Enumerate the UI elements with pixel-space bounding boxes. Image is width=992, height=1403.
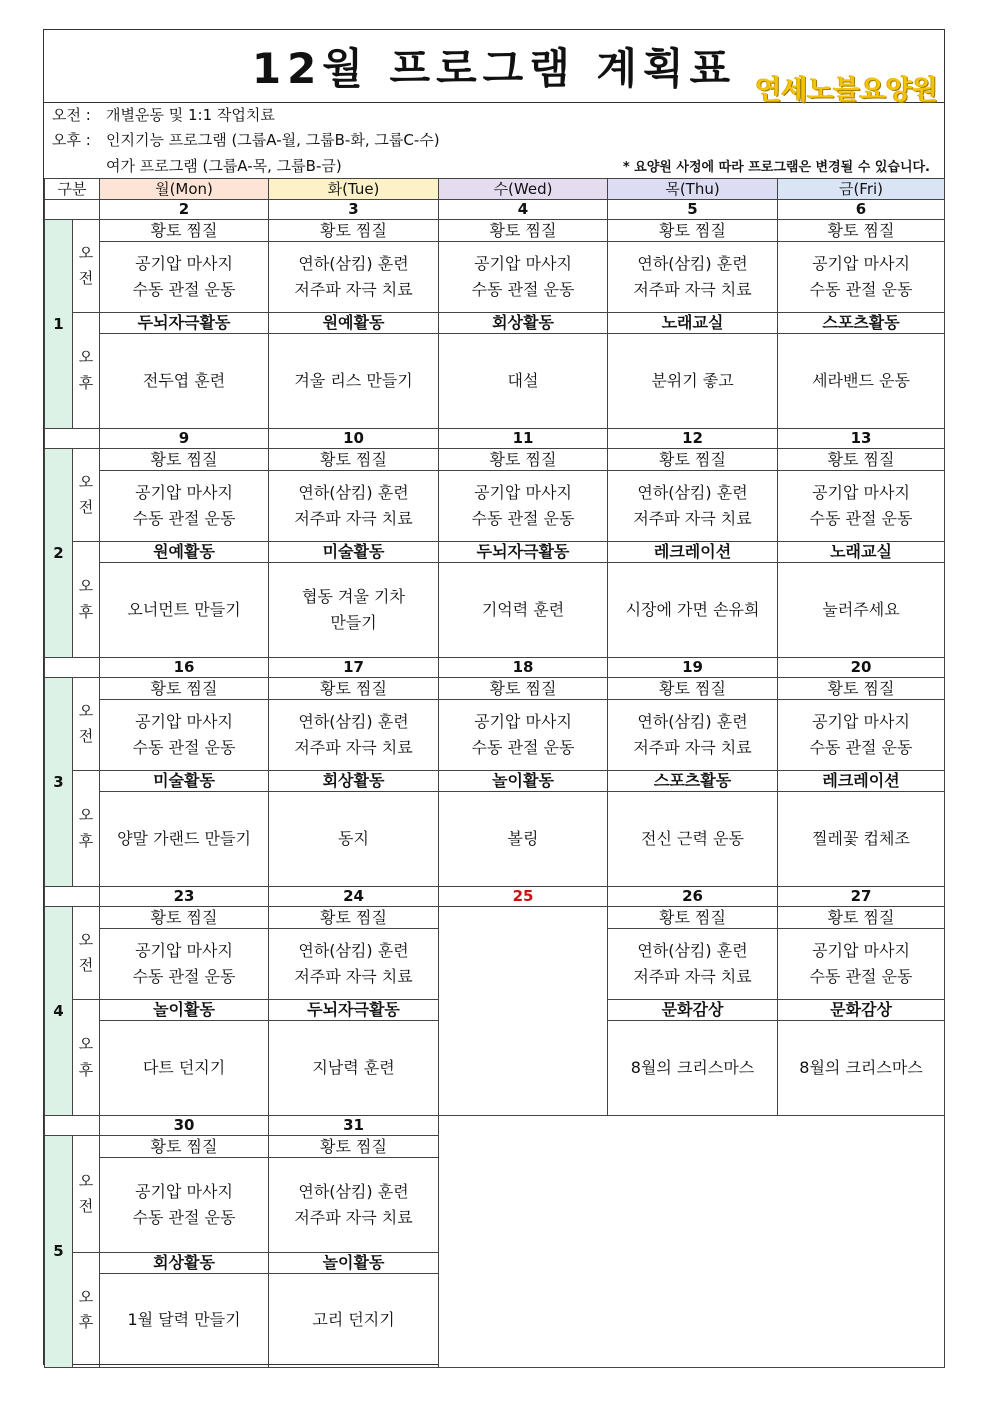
vertical-char: 전 — [78, 956, 94, 974]
am-therapy-cell — [778, 700, 945, 771]
activity-line: 기억력 훈련 — [481, 599, 565, 619]
week-number: 3 — [45, 678, 73, 887]
activity-line: 8월의 크리스마스 — [630, 1057, 755, 1077]
hwangto-cell: 황토 찜질 — [100, 449, 269, 471]
am-row — [45, 449, 945, 471]
vertical-char: 후 — [78, 602, 94, 621]
vertical-char: 오 — [78, 1287, 94, 1306]
pm-activity-row — [45, 792, 945, 887]
program-category: 두뇌자극활동 — [269, 1000, 439, 1021]
hwangto-cell: 황토 찜질 — [269, 1136, 439, 1158]
therapy-line: 저주파 자극 치료 — [294, 738, 413, 757]
date-cell: 6 — [778, 200, 945, 220]
program-activity — [100, 1274, 269, 1368]
am-therapy-cell — [778, 242, 945, 313]
vertical-char: 오 — [78, 1171, 94, 1190]
date-row — [45, 429, 945, 449]
therapy-line: 공기압 마사지 — [812, 482, 910, 502]
schedule-sheet — [43, 29, 945, 1365]
date-row-spacer — [45, 658, 100, 678]
therapy-line: 저주파 자극 치료 — [294, 280, 413, 299]
therapy-line: 공기압 마사지 — [135, 482, 233, 502]
am-therapy-cell — [269, 929, 439, 1000]
therapy-line: 저주파 자극 치료 — [633, 738, 752, 757]
therapy-line: 저주파 자극 치료 — [633, 967, 752, 986]
week-number: 5 — [45, 1136, 73, 1368]
vertical-char: 오 — [78, 930, 94, 949]
hwangto-cell: 황토 찜질 — [100, 1136, 269, 1158]
am-therapy-cell — [269, 471, 439, 542]
activity-line: 시장에 가면 손유희 — [625, 599, 760, 619]
vertical-char: 전 — [78, 727, 94, 745]
activity-line: 볼링 — [507, 828, 539, 848]
header-tue: 화(Tue) — [269, 179, 439, 200]
am-therapy-cell — [608, 700, 778, 771]
am-therapy-cell — [608, 471, 778, 542]
program-category: 원예활동 — [100, 542, 269, 563]
therapy-line: 저주파 자극 치료 — [294, 967, 413, 986]
hwangto-cell: 황토 찜질 — [608, 678, 778, 700]
program-activity — [269, 1021, 439, 1116]
week-number: 1 — [45, 220, 73, 429]
vertical-char: 오 — [78, 577, 94, 595]
hwangto-cell: 황토 찜질 — [269, 678, 439, 700]
pm-activity-row — [45, 563, 945, 658]
activity-line: 1월 달력 만들기 — [127, 1310, 241, 1330]
program-activity — [439, 792, 608, 887]
vertical-char: 오 — [78, 472, 94, 491]
program-activity — [608, 334, 778, 429]
vertical-char: 전 — [78, 1197, 94, 1215]
hwangto-cell: 황토 찜질 — [100, 220, 269, 242]
info-block — [44, 102, 944, 179]
therapy-line: 수동 관절 운동 — [132, 1208, 236, 1227]
am-therapy-cell — [778, 471, 945, 542]
am-label-vertical — [73, 678, 100, 771]
am-therapy-cell — [100, 700, 269, 771]
program-activity — [100, 334, 269, 429]
date-cell: 3 — [269, 200, 439, 220]
program-activity — [608, 563, 778, 658]
date-cell: 31 — [269, 1116, 439, 1136]
therapy-line: 연하(삼킴) 훈련 — [637, 711, 748, 731]
therapy-line: 공기압 마사지 — [474, 482, 572, 502]
am-therapy-row — [45, 471, 945, 542]
date-cell: 11 — [439, 429, 608, 449]
program-activity — [778, 563, 945, 658]
hwangto-cell: 황토 찜질 — [778, 449, 945, 471]
am-label-vertical — [73, 449, 100, 542]
program-category: 스포츠활동 — [778, 313, 945, 334]
activity-line: 다트 던지기 — [142, 1057, 226, 1077]
christmas-image-cell — [439, 907, 608, 1116]
hwangto-cell: 황토 찜질 — [778, 220, 945, 242]
therapy-line: 수동 관절 운동 — [132, 967, 236, 986]
therapy-line: 수동 관절 운동 — [809, 738, 913, 757]
activity-line: 세라밴드 운동 — [812, 370, 910, 390]
am-therapy-row — [45, 700, 945, 771]
date-cell: 16 — [100, 658, 269, 678]
date-cell: 23 — [100, 887, 269, 907]
notice: * 요양원 사정에 따라 프로그램은 변경될 수 있습니다. — [622, 160, 930, 175]
therapy-line: 연하(삼킴) 훈련 — [298, 253, 409, 273]
program-activity — [778, 792, 945, 887]
header-gubun: 구분 — [45, 179, 100, 200]
program-category: 미술활동 — [269, 542, 439, 563]
pm-category-row — [45, 542, 945, 563]
activity-line: 겨울 리스 만들기 — [294, 370, 413, 390]
hwangto-cell: 황토 찜질 — [778, 907, 945, 929]
pm-label: 오후 : — [52, 131, 91, 149]
activity-line: 고리 던지기 — [312, 1310, 395, 1330]
program-activity — [269, 563, 439, 658]
program-category: 회상활동 — [100, 1253, 269, 1274]
am-therapy-cell — [608, 242, 778, 313]
date-row-spacer — [45, 887, 100, 907]
program-category: 회상활동 — [269, 771, 439, 792]
program-activity — [100, 563, 269, 658]
am-therapy-cell — [439, 242, 608, 313]
therapy-line: 연하(삼킴) 훈련 — [298, 940, 409, 960]
program-activity — [100, 1021, 269, 1116]
hwangto-cell: 황토 찜질 — [608, 220, 778, 242]
hwangto-cell: 황토 찜질 — [608, 449, 778, 471]
week-number: 4 — [45, 907, 73, 1116]
activity-line: 대설 — [507, 370, 539, 390]
date-cell: 27 — [778, 887, 945, 907]
therapy-line: 공기압 마사지 — [135, 711, 233, 731]
activity-line: 협동 겨울 기차 — [302, 586, 405, 606]
am-therapy-cell — [439, 700, 608, 771]
date-cell: 26 — [608, 887, 778, 907]
hwangto-cell: 황토 찜질 — [100, 907, 269, 929]
therapy-line: 공기압 마사지 — [812, 711, 910, 731]
program-activity — [269, 334, 439, 429]
date-cell: 2 — [100, 200, 269, 220]
vertical-char: 오 — [78, 243, 94, 262]
date-row — [45, 200, 945, 220]
date-row-spacer — [45, 1116, 100, 1136]
hwangto-cell: 황토 찜질 — [608, 907, 778, 929]
hwangto-cell: 황토 찜질 — [439, 678, 608, 700]
program-category: 노래교실 — [778, 542, 945, 563]
am-therapy-cell — [269, 242, 439, 313]
therapy-line: 수동 관절 운동 — [809, 280, 913, 299]
program-category: 놀이활동 — [100, 1000, 269, 1021]
activity-line: 동지 — [338, 828, 369, 848]
pm-category-row — [45, 771, 945, 792]
am-label-vertical — [73, 220, 100, 313]
vertical-char: 전 — [78, 269, 94, 287]
date-row-spacer — [45, 200, 100, 220]
hwangto-cell: 황토 찜질 — [269, 907, 439, 929]
activity-line: 오너먼트 만들기 — [127, 599, 241, 619]
pm-desc-2: 여가 프로그램 (그룹A-목, 그룹B-금) — [106, 157, 342, 175]
org-name: 연세노블요양원 — [755, 75, 938, 106]
therapy-line: 수동 관절 운동 — [132, 280, 236, 299]
program-category: 회상활동 — [439, 313, 608, 334]
am-row — [45, 220, 945, 242]
therapy-line: 연하(삼킴) 훈련 — [637, 253, 748, 273]
hwangto-cell: 황토 찜질 — [439, 449, 608, 471]
date-cell: 17 — [269, 658, 439, 678]
pm-label-vertical — [73, 313, 100, 429]
date-row — [45, 1116, 945, 1136]
header-wed: 수(Wed) — [439, 179, 608, 200]
am-therapy-cell — [439, 471, 608, 542]
therapy-line: 저주파 자극 치료 — [294, 1208, 413, 1227]
program-category: 두뇌자극활동 — [100, 313, 269, 334]
date-cell: 12 — [608, 429, 778, 449]
hwangto-cell: 황토 찜질 — [100, 678, 269, 700]
program-category: 노래교실 — [608, 313, 778, 334]
therapy-line: 연하(삼킴) 훈련 — [298, 1181, 409, 1201]
therapy-line: 저주파 자극 치료 — [294, 509, 413, 528]
program-activity — [778, 334, 945, 429]
am-therapy-cell — [100, 1158, 269, 1253]
vertical-char: 오 — [78, 806, 94, 824]
date-cell: 30 — [100, 1116, 269, 1136]
am-therapy-cell — [608, 929, 778, 1000]
pm-label-vertical — [73, 1000, 100, 1116]
am-therapy-cell — [269, 1158, 439, 1253]
vertical-char: 오 — [78, 1035, 94, 1053]
therapy-line: 수동 관절 운동 — [471, 738, 575, 757]
program-category: 문화감상 — [608, 1000, 778, 1021]
program-activity — [439, 334, 608, 429]
week-number: 2 — [45, 449, 73, 658]
header-row — [45, 179, 945, 200]
therapy-line: 공기압 마사지 — [474, 711, 572, 731]
date-cell: 20 — [778, 658, 945, 678]
activity-line: 찔레꽃 컵체조 — [812, 828, 910, 848]
page-title: 12월 프로그램 계획표 — [251, 44, 737, 93]
program-category: 원예활동 — [269, 313, 439, 334]
am-therapy-cell — [100, 242, 269, 313]
therapy-line: 공기압 마사지 — [812, 253, 910, 273]
activity-line: 만들기 — [330, 613, 377, 632]
activity-line: 양말 가랜드 만들기 — [117, 828, 251, 848]
date-row-spacer — [45, 429, 100, 449]
activity-line: 분위기 좋고 — [651, 370, 734, 390]
therapy-line: 수동 관절 운동 — [809, 509, 913, 528]
date-cell: 19 — [608, 658, 778, 678]
christmas-banner-cell — [439, 1116, 945, 1368]
program-activity — [439, 563, 608, 658]
therapy-line: 연하(삼킴) 훈련 — [298, 482, 409, 502]
am-label: 오전 : — [52, 106, 91, 124]
am-therapy-cell — [269, 700, 439, 771]
header-thu: 목(Thu) — [608, 179, 778, 200]
therapy-line: 공기압 마사지 — [474, 253, 572, 273]
am-label-vertical — [73, 1136, 100, 1253]
program-activity — [778, 1021, 945, 1116]
header-mon: 월(Mon) — [100, 179, 269, 200]
hwangto-cell: 황토 찜질 — [778, 678, 945, 700]
therapy-line: 수동 관절 운동 — [809, 967, 913, 986]
date-cell: 9 — [100, 429, 269, 449]
am-row — [45, 678, 945, 700]
program-category: 스포츠활동 — [608, 771, 778, 792]
pm-label-vertical — [73, 542, 100, 658]
pm-label-vertical — [73, 771, 100, 887]
therapy-line: 수동 관절 운동 — [132, 738, 236, 757]
therapy-line: 연하(삼킴) 훈련 — [298, 711, 409, 731]
vertical-char: 오 — [78, 348, 94, 366]
program-category: 문화감상 — [778, 1000, 945, 1021]
am-row — [45, 907, 945, 929]
activity-line: 전신 근력 운동 — [641, 828, 744, 848]
date-cell: 24 — [269, 887, 439, 907]
activity-line: 지남력 훈련 — [312, 1057, 395, 1077]
date-cell: 18 — [439, 658, 608, 678]
activity-line: 8월의 크리스마스 — [799, 1057, 923, 1077]
program-category: 미술활동 — [100, 771, 269, 792]
hwangto-cell: 황토 찜질 — [269, 449, 439, 471]
pm-category-row — [45, 313, 945, 334]
therapy-line: 공기압 마사지 — [812, 940, 910, 960]
title-row — [44, 30, 944, 106]
header-fri: 금(Fri) — [778, 179, 945, 200]
therapy-line: 수동 관절 운동 — [471, 509, 575, 528]
am-desc: 개별운동 및 1:1 작업치료 — [106, 106, 275, 124]
am-therapy-row — [45, 242, 945, 313]
program-activity — [100, 792, 269, 887]
program-activity — [608, 1021, 778, 1116]
therapy-line: 연하(삼킴) 훈련 — [637, 482, 748, 502]
pm-label-vertical — [73, 1253, 100, 1368]
therapy-line: 저주파 자극 치료 — [633, 509, 752, 528]
vertical-char: 후 — [78, 1313, 94, 1331]
am-label-vertical — [73, 907, 100, 1000]
am-therapy-cell — [778, 929, 945, 1000]
vertical-char: 오 — [78, 701, 94, 720]
therapy-line: 수동 관절 운동 — [471, 280, 575, 299]
activity-line: 눌러주세요 — [822, 599, 900, 619]
date-cell: 13 — [778, 429, 945, 449]
program-activity — [269, 792, 439, 887]
therapy-line: 공기압 마사지 — [135, 1181, 233, 1201]
am-therapy-cell — [100, 929, 269, 1000]
vertical-char: 후 — [78, 373, 94, 392]
program-category: 두뇌자극활동 — [439, 542, 608, 563]
therapy-line: 연하(삼킴) 훈련 — [637, 940, 748, 960]
date-cell: 10 — [269, 429, 439, 449]
hwangto-cell: 황토 찜질 — [439, 220, 608, 242]
therapy-line: 저주파 자극 치료 — [633, 280, 752, 299]
program-category: 레크레이션 — [778, 771, 945, 792]
pm-activity-row — [45, 334, 945, 429]
date-cell: 25 — [439, 887, 608, 907]
vertical-char: 후 — [78, 831, 94, 850]
therapy-line: 공기압 마사지 — [135, 940, 233, 960]
schedule-table — [44, 178, 945, 1368]
program-activity — [608, 792, 778, 887]
program-activity — [269, 1274, 439, 1368]
program-category: 놀이활동 — [439, 771, 608, 792]
date-row — [45, 887, 945, 907]
date-cell: 4 — [439, 200, 608, 220]
program-category: 놀이활동 — [269, 1253, 439, 1274]
hwangto-cell: 황토 찜질 — [269, 220, 439, 242]
program-category: 레크레이션 — [608, 542, 778, 563]
vertical-char: 후 — [78, 1060, 94, 1079]
activity-line: 전두엽 훈련 — [142, 370, 226, 390]
am-therapy-cell — [100, 471, 269, 542]
date-cell: 5 — [608, 200, 778, 220]
pm-desc-1: 인지기능 프로그램 (그룹A-월, 그룹B-화, 그룹C-수) — [106, 131, 440, 149]
date-row — [45, 658, 945, 678]
vertical-char: 전 — [78, 498, 94, 516]
therapy-line: 수동 관절 운동 — [132, 509, 236, 528]
therapy-line: 공기압 마사지 — [135, 253, 233, 273]
